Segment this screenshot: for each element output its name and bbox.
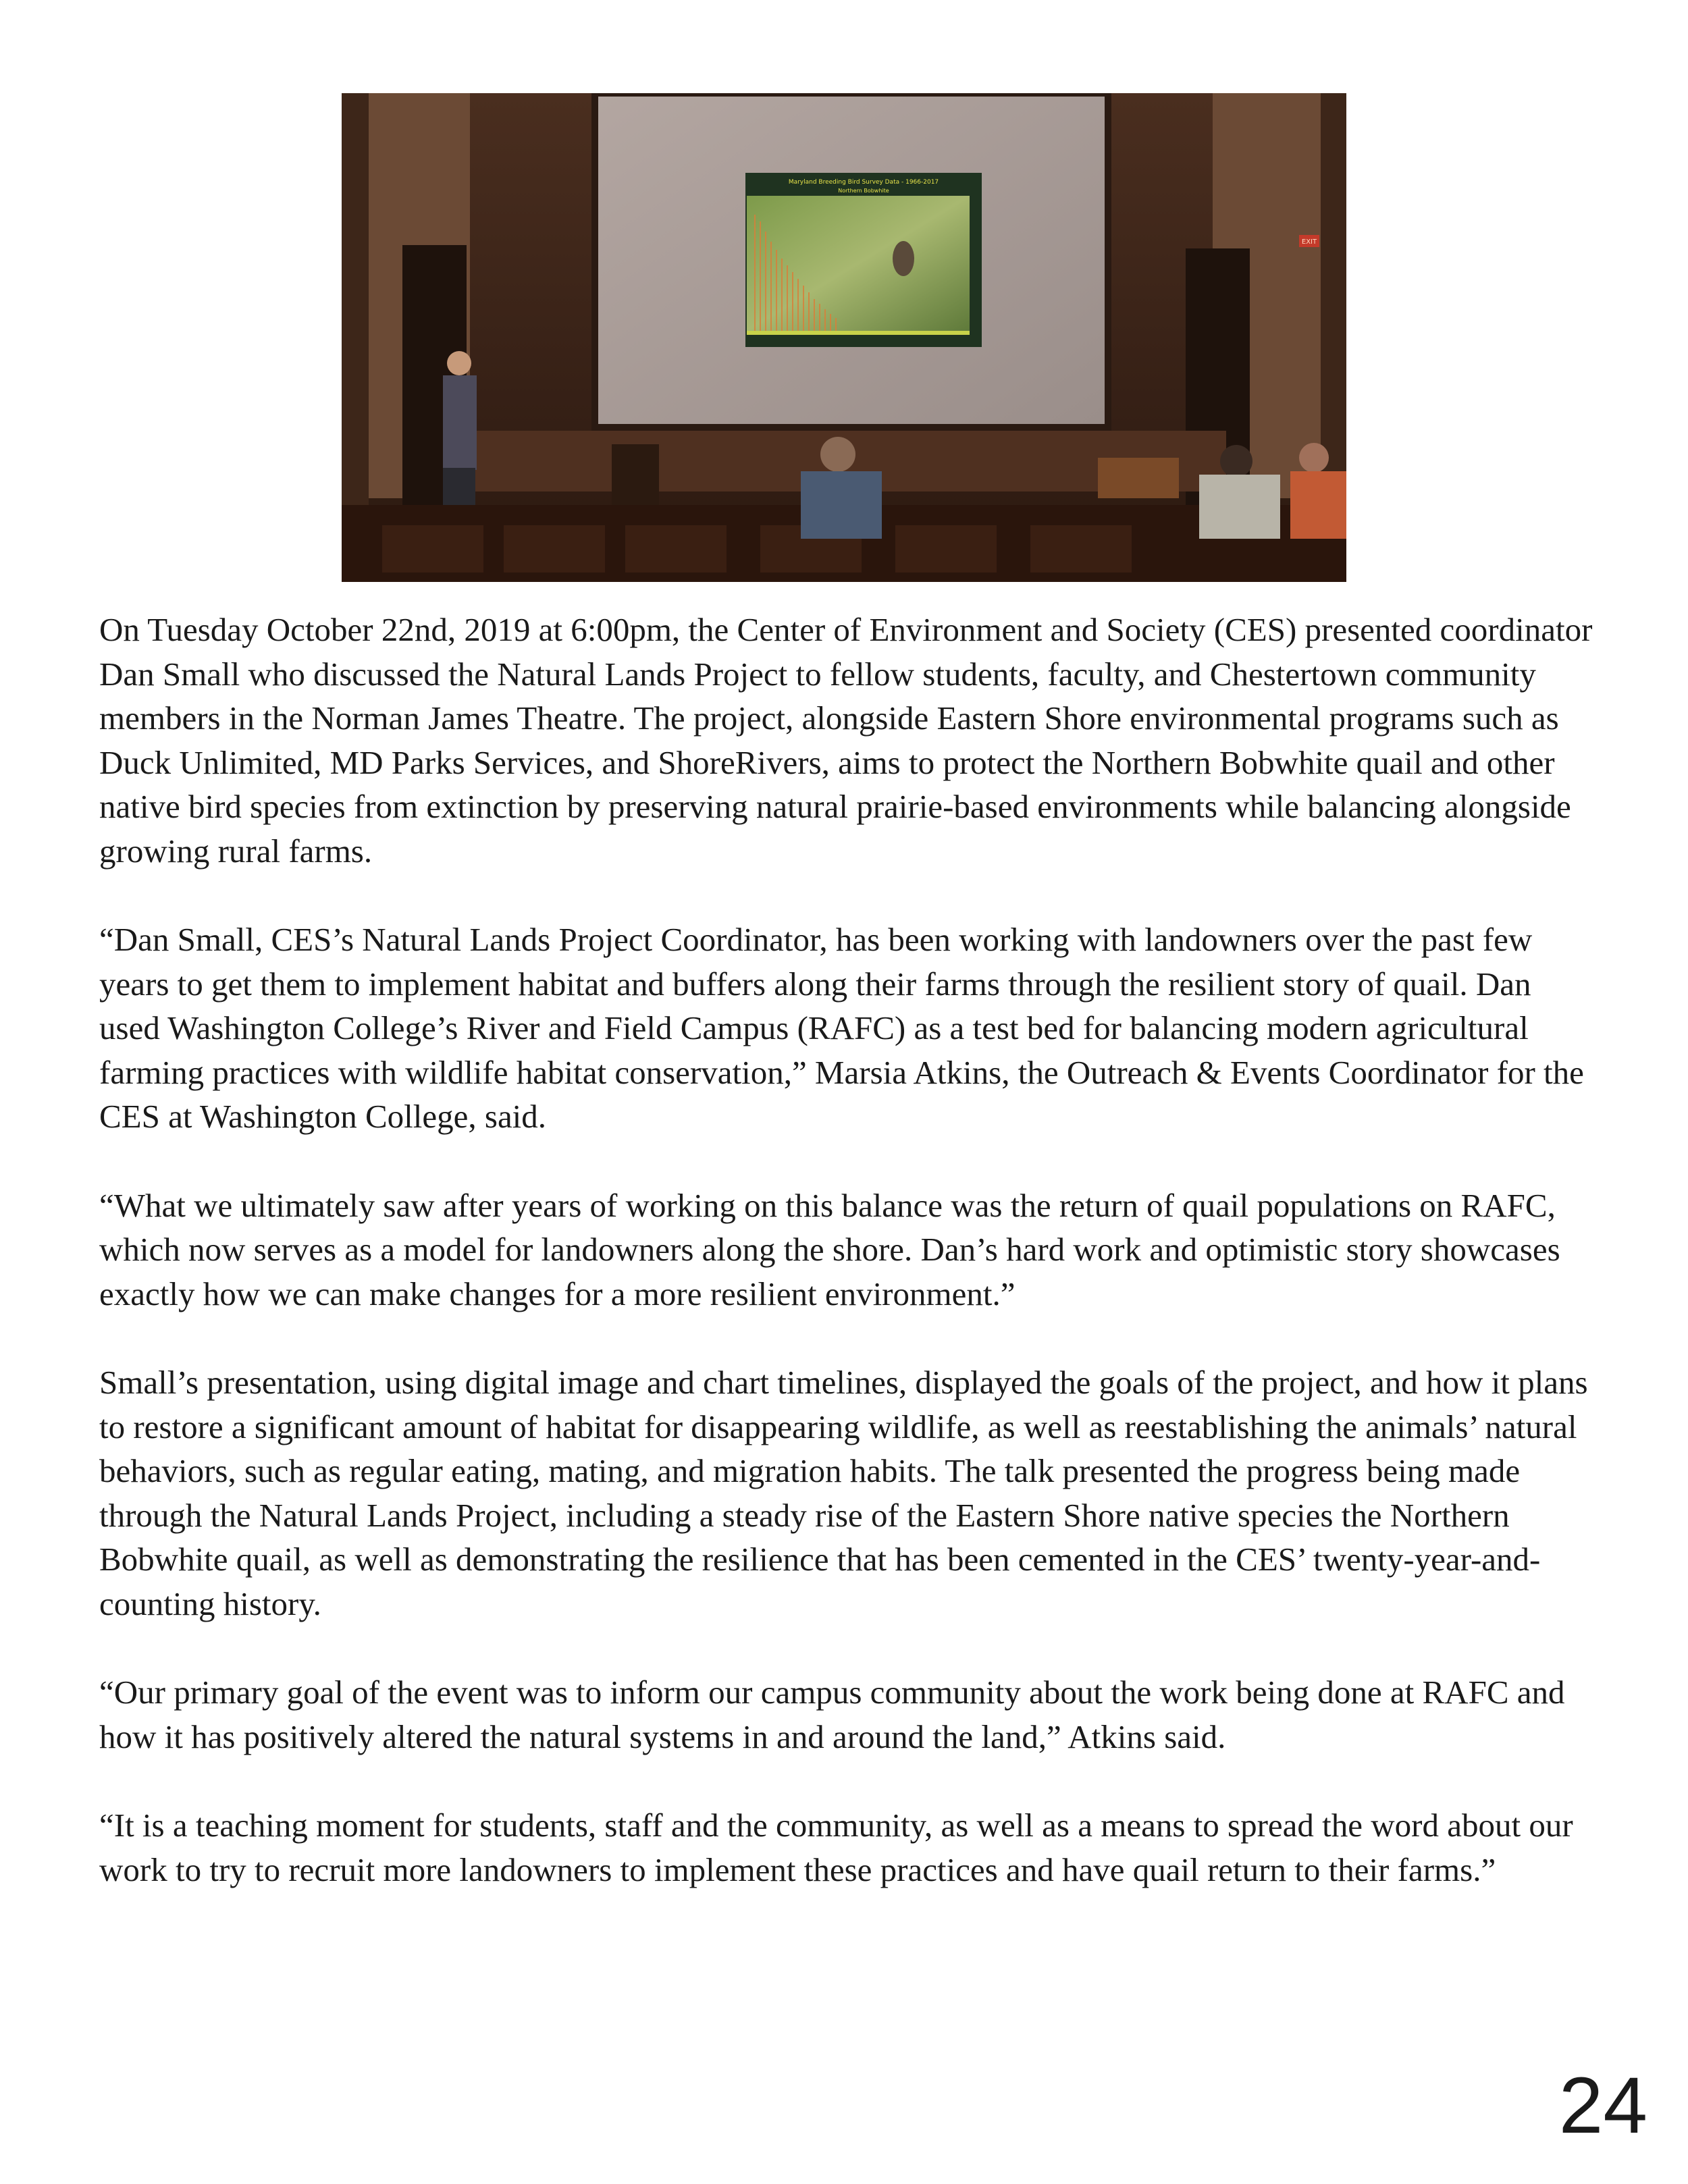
audience-member-head <box>1299 443 1329 473</box>
audience-member-body <box>801 471 882 539</box>
speaker-head <box>447 351 471 375</box>
paragraph: “What we ultimately saw after years of working on this balance was the return of quail populations on RAFC, which now serves as a model for landowners along the shore. Dan’s hard work and optimistic story showcases exactly how we can make changes for a more resilient environment.” <box>99 1186 1560 1312</box>
slide-photo <box>747 196 970 331</box>
paragraph: Small’s presentation, using digital image and chart timelines, displayed the goals of the project, and how it plans to restore a significant amount of habitat for disappearing wildlife, as well as reestablishing the animals’ natural behaviors, such as regular eating, mating, and migration habits. The talk presented the progress being made through the Natural Lands Project, including a steady rise of the Eastern Shore native species the Northern Bobwhite quail, as well as demonstrating the resilience that has been cemented in the CES’ twenty-year-and-counting history. <box>99 1364 1588 1622</box>
slide-subtitle: Northern Bobwhite <box>838 188 889 194</box>
paragraph: “Our primary goal of the event was to inform our campus community about the work being done at RAFC and how it has positively altered the natural systems in and around the land,” Atkins said. <box>99 1674 1565 1755</box>
exit-sign-text: EXIT <box>1301 238 1317 246</box>
paragraph: On Tuesday October 22nd, 2019 at 6:00pm, the Center of Environment and Society (CES) presented coordinator Dan Small who discussed the Natural Lands Project to fellow students, faculty, and Chestertown community members in the Norman James Theatre. The project, alongside Eastern Shore environmental programs such as Duck Unlimited, MD Parks Services, and ShoreRivers, aims to protect the Northern Bobwhite quail and other native bird species from extinction by preserving natural prairie-based environments while balancing alongside growing rural farms. <box>99 611 1593 870</box>
audience-member-body <box>1290 471 1346 539</box>
audience-member-body <box>1199 475 1280 539</box>
quail-image <box>893 241 914 276</box>
event-photo <box>342 93 1346 582</box>
paragraph: “Dan Small, CES’s Natural Lands Project Coordinator, has been working with landowners over the past few years to get them to implement habitat and buffers along their farms through the resilient story of quail. Dan used Washington College’s River and Field Campus (RAFC) as a test bed for balancing modern agricultural farming practices with wildlife habitat conservation,” Marsia Atkins, the Outreach & Events Coordinator for the CES at Washington College, said. <box>99 921 1584 1135</box>
audience-member-head <box>820 437 855 472</box>
slide-title: Maryland Breeding Bird Survey Data - 1966-2017 <box>788 179 939 186</box>
theatre-scene <box>342 93 1346 582</box>
paragraph: “It is a teaching moment for students, staff and the community, as well as a means to spread the word about our work to try to recruit more landowners to implement these practices and have quail return to their farms.” <box>99 1807 1573 1888</box>
page-number: 24 <box>1558 2061 1647 2150</box>
speaker-body <box>443 375 477 470</box>
article-body <box>99 608 1595 1936</box>
stage-table <box>1098 458 1179 498</box>
audience-member-head <box>1220 445 1252 477</box>
